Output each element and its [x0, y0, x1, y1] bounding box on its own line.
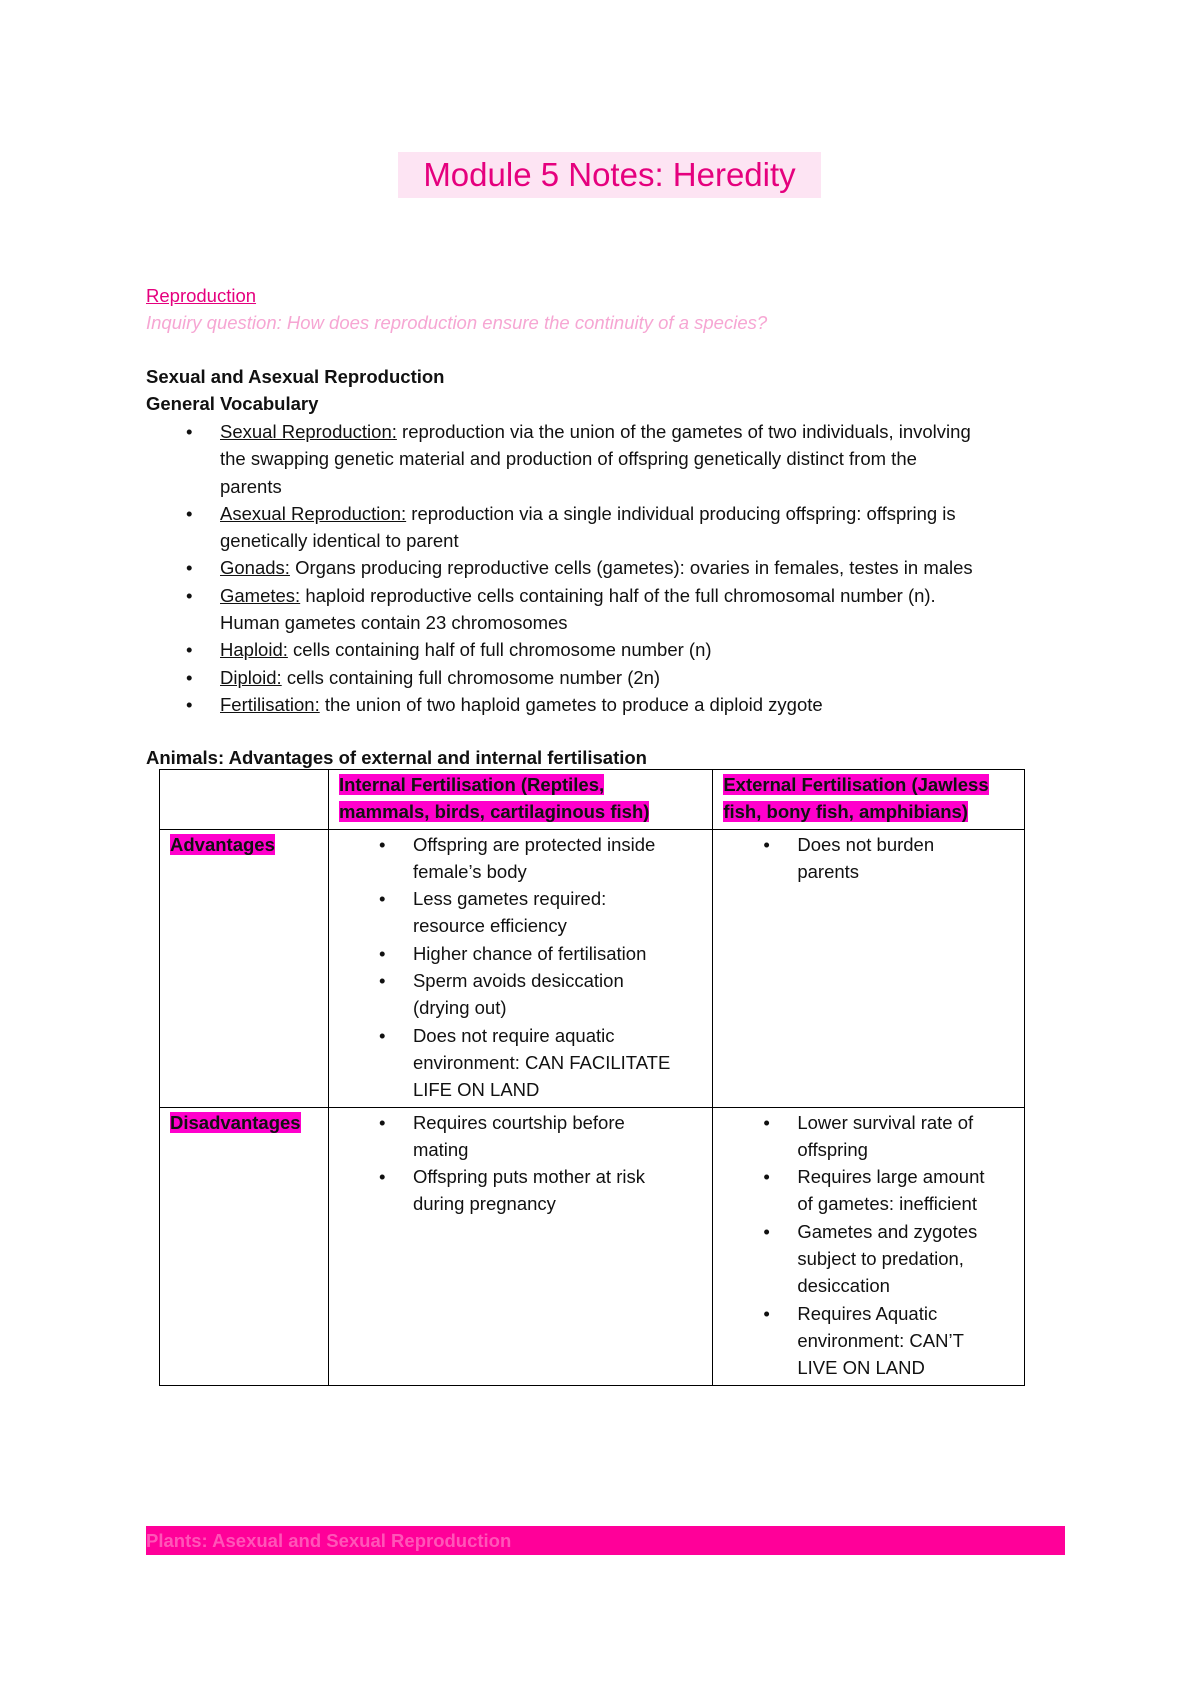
bullet-icon: • [763, 833, 770, 855]
bullet-list [723, 1109, 1016, 1382]
vocab-definition: haploid reproductive cells containing half of the full chromosomal number (n). [300, 584, 936, 606]
list-item-line: Lower survival rate of [797, 1111, 974, 1133]
row-label-cell [160, 829, 329, 1107]
table-header-row [160, 770, 1025, 830]
list-item-line: Less gametes required: [412, 888, 607, 910]
page-title: Module 5 Notes: Heredity [423, 156, 796, 193]
vocab-item [146, 418, 1066, 500]
vocab-continuation: the swapping genetic material and production of offspring genetically distinct from the [220, 448, 917, 470]
vocab-term: Sexual Reproduction: [220, 421, 397, 442]
list-item-line: Does not require aquatic [412, 1024, 615, 1046]
bullet-list [339, 831, 704, 1104]
list-item-line: LIFE ON LAND [412, 1079, 540, 1101]
list-item-line: environment: CAN FACILITATE [412, 1051, 671, 1073]
list-item [339, 885, 704, 940]
list-item-line: Sperm avoids desiccation [412, 970, 624, 992]
disadvantages-external-cell [713, 1107, 1025, 1385]
vocab-definition: cells containing full chromosome number (2n) [281, 666, 661, 688]
bullet-icon: • [186, 421, 193, 442]
bullet-icon: • [378, 833, 386, 855]
bullet-icon: • [378, 1024, 386, 1046]
vocab-item [146, 500, 1066, 555]
bullet-icon: • [763, 1220, 770, 1242]
animals-heading: Animals: Advantages of external and internal fertilisation [146, 747, 647, 768]
list-item [339, 1022, 704, 1104]
bullet-icon: • [186, 502, 193, 524]
header-external [713, 770, 1025, 830]
header-internal-line: Internal Fertilisation (Reptiles, [338, 774, 605, 795]
header-external-line: External Fertilisation (Jawless [723, 774, 989, 795]
plants-heading: Plants: Asexual and Sexual Reproduction [146, 1530, 512, 1551]
bullet-list [723, 831, 1016, 886]
table-corner-cell [160, 770, 329, 830]
bullet-icon: • [378, 1111, 386, 1133]
list-item [723, 1109, 1016, 1164]
header-internal [328, 770, 712, 830]
bullet-icon: • [378, 888, 386, 910]
vocab-item [146, 636, 1066, 663]
bullet-icon: • [186, 584, 193, 606]
vocab-continuation: parents [220, 475, 282, 497]
list-item-line: (drying out) [412, 997, 507, 1019]
row-label: Advantages [170, 833, 275, 855]
list-item-line: Requires Aquatic [797, 1302, 938, 1324]
list-item-line: of gametes: inefficient [797, 1193, 977, 1215]
header-internal-line: mammals, birds, cartilaginous fish) [338, 801, 650, 823]
list-item-line: mating [412, 1138, 469, 1160]
list-item-line: Higher chance of fertilisation [412, 942, 647, 964]
vocab-continuation: genetically identical to parent [220, 530, 459, 552]
header-external-line: fish, bony fish, amphibians) [723, 801, 968, 823]
row-label-cell [160, 1107, 329, 1385]
vocab-term: Haploid: [220, 639, 288, 661]
list-item-line: Offspring are protected inside [412, 833, 656, 855]
list-item-line: environment: CAN’T [797, 1329, 964, 1351]
vocab-definition: the union of two haploid gametes to produce a diploid zygote [319, 693, 823, 715]
list-item-line: Requires courtship before [412, 1111, 625, 1133]
vocab-definition: reproduction via the union of the gametes of two individuals, involving [396, 421, 971, 442]
list-item [339, 1109, 704, 1164]
list-item [339, 831, 704, 886]
list-item-line: during pregnancy [412, 1193, 556, 1215]
bullet-icon: • [186, 557, 193, 579]
vocab-heading: General Vocabulary [146, 393, 319, 414]
advantages-external-cell [713, 829, 1025, 1107]
list-item [723, 831, 1016, 886]
plants-heading-bar [146, 1526, 1065, 1555]
list-item-line: offspring [797, 1138, 868, 1160]
vocab-item [146, 691, 1066, 718]
bullet-icon: • [186, 666, 193, 688]
list-item [339, 967, 704, 1022]
bullet-list [339, 1109, 704, 1218]
row-label: Disadvantages [170, 1111, 301, 1133]
bullet-icon: • [186, 639, 193, 661]
list-item-line: Requires large amount [797, 1166, 985, 1188]
bullet-icon: • [763, 1111, 770, 1133]
vocab-item [146, 554, 1066, 581]
bullet-icon: • [378, 970, 386, 992]
vocab-item [146, 664, 1066, 691]
list-item [339, 940, 704, 967]
vocab-term: Gametes: [220, 584, 301, 606]
subsection-heading: Sexual and Asexual Reproduction [146, 366, 445, 387]
list-item [723, 1300, 1016, 1382]
list-item-line: parents [797, 860, 860, 882]
vocab-term: Gonads: [220, 557, 290, 579]
advantages-internal-cell [328, 829, 712, 1107]
vocab-term: Diploid: [220, 666, 282, 688]
list-item-line: female’s body [412, 860, 527, 882]
list-item-line: Does not burden [797, 833, 935, 855]
bullet-icon: • [186, 693, 193, 715]
vocab-term: Asexual Reproduction: [220, 502, 407, 524]
list-item [723, 1163, 1016, 1218]
section-heading: Reproduction [146, 285, 257, 306]
table-row-disadvantages [160, 1107, 1025, 1385]
list-item-line: Gametes and zygotes [797, 1220, 978, 1242]
vocab-item [146, 582, 1066, 637]
title-highlight [398, 152, 821, 198]
vocab-term: Fertilisation: [220, 693, 320, 715]
vocab-definition: Organs producing reproductive cells (gametes): ovaries in females, testes in males [289, 557, 973, 579]
list-item-line: desiccation [797, 1275, 890, 1297]
vocab-definition: cells containing half of full chromosome number (n) [287, 639, 712, 661]
bullet-icon: • [378, 1166, 386, 1188]
list-item-line: resource efficiency [412, 915, 567, 937]
list-item-line: Offspring puts mother at risk [412, 1166, 645, 1188]
bullet-icon: • [763, 1302, 770, 1324]
list-item [723, 1218, 1016, 1300]
bullet-icon: • [378, 942, 386, 964]
vocab-definition: reproduction via a single individual producing offspring: offspring is [406, 502, 956, 524]
vocabulary-list [146, 418, 1066, 718]
disadvantages-internal-cell [328, 1107, 712, 1385]
list-item [339, 1163, 704, 1218]
fertilisation-table [159, 769, 1025, 1386]
bullet-icon: • [763, 1166, 770, 1188]
table-row-advantages [160, 829, 1025, 1107]
list-item-line: subject to predation, [797, 1248, 964, 1270]
inquiry-question: Inquiry question: How does reproduction ensure the continuity of a species? [146, 312, 768, 333]
list-item-line: LIVE ON LAND [797, 1357, 925, 1379]
vocab-continuation: Human gametes contain 23 chromosomes [220, 612, 568, 634]
